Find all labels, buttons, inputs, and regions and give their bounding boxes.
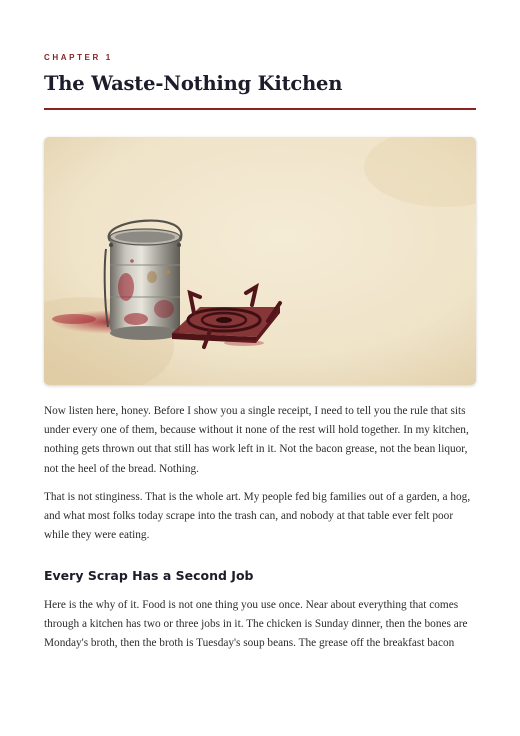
section-heading: Every Scrap Has a Second Job bbox=[44, 568, 254, 583]
chapter-label: CHAPTER 1 bbox=[44, 53, 113, 62]
chapter-illustration bbox=[44, 137, 476, 385]
title-divider bbox=[44, 108, 476, 110]
grease-can-and-burner-illustration bbox=[44, 137, 476, 385]
chapter-title: The Waste-Nothing Kitchen bbox=[44, 72, 343, 95]
intro-paragraph: Now listen here, honey. Before I show you a single receipt, I need to tell you the rule that sits under every one of them, because without it none of the rest will hold together. In my kitchen, nothing gets thrown out that still has work left in it. Not the bacon grease, not the bean liquor, not the heel of the bread. Nothing. bbox=[44, 405, 469, 475]
section-paragraph: Here is the why of it. Food is not one thing you use once. Near about everything that comes through a kitchen has two or three jobs in it. The chicken is Sunday dinner, then the bones are Monday's broth, then the broth is Tuesday's soup beans. The grease off the breakfast bacon bbox=[44, 599, 468, 650]
intro-paragraph: That is not stinginess. That is the whole art. My people fed big families out of a garden, a hog, and what most folks today scrape into the trash can, and nobody at that table ever felt poor while they were eating. bbox=[44, 491, 471, 542]
tin-grease-can-icon bbox=[105, 221, 182, 340]
